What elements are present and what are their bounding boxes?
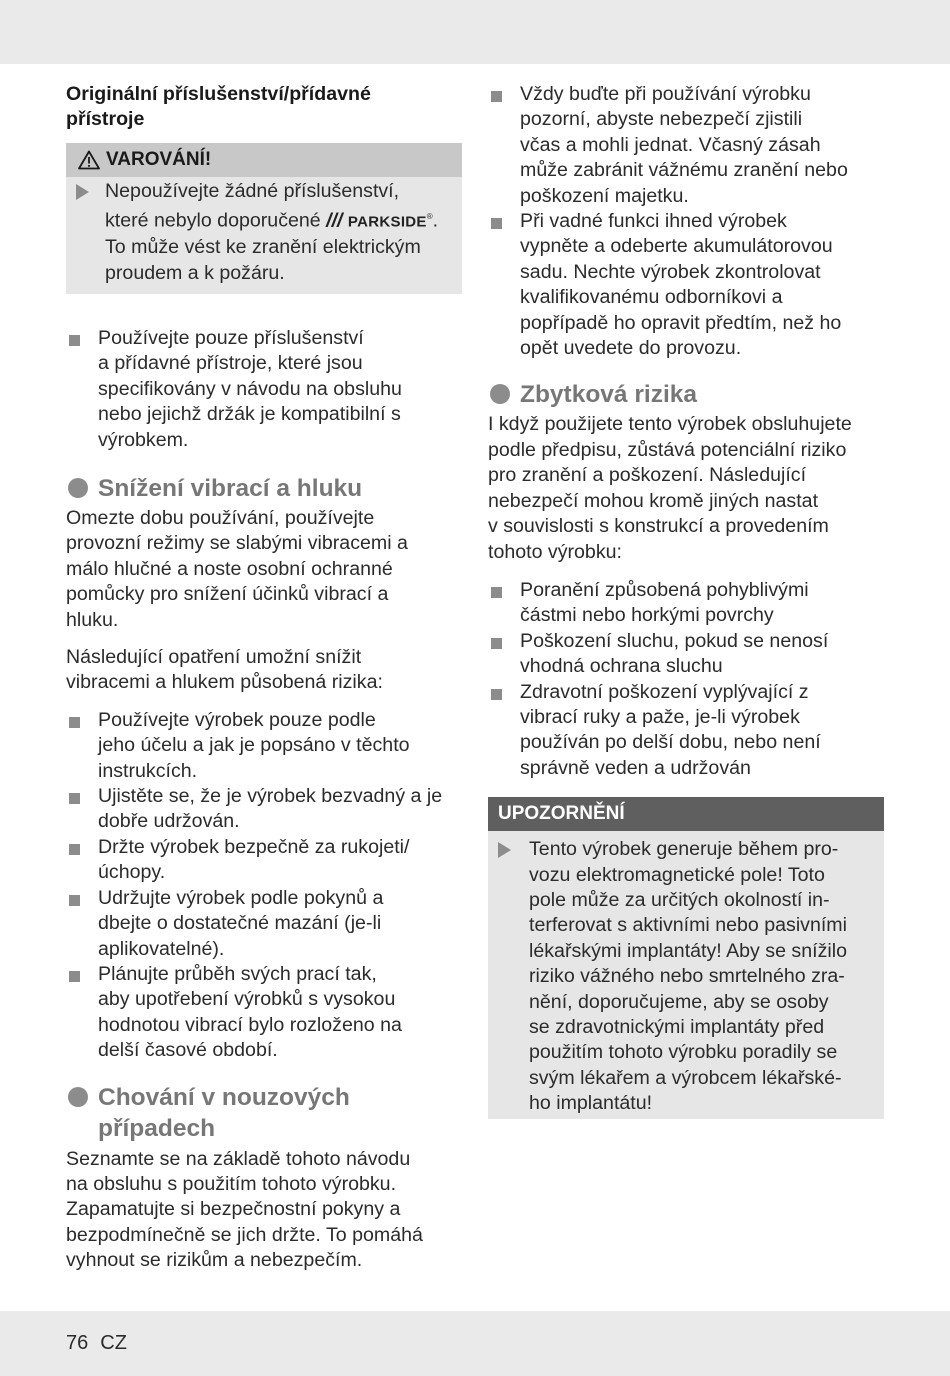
list-item-line: Při vadné funkci ihned výrobek bbox=[520, 210, 787, 233]
paragraph-line: nebezpečí mohou kromě jiných nastat bbox=[488, 489, 819, 512]
paragraph-line: hluku. bbox=[66, 608, 119, 631]
list-item bbox=[66, 835, 462, 886]
list-item bbox=[66, 784, 462, 835]
parkside-logo-stripes-icon: /// bbox=[326, 209, 348, 232]
section-title-text: Snížení vibrací a hluku bbox=[98, 475, 363, 502]
list-item bbox=[488, 209, 884, 361]
list-item bbox=[66, 708, 462, 784]
list-item bbox=[488, 578, 884, 629]
list-item-line: kvalifikovanému odborníkovi a bbox=[520, 286, 783, 309]
notice-text bbox=[529, 837, 847, 1116]
list-item-line: vibrací ruky a paže, je-li výrobek bbox=[520, 705, 800, 728]
notice-title: UPOZORNĚNÍ bbox=[498, 803, 625, 825]
section-dot-icon bbox=[490, 384, 510, 404]
list-item-line: dobře udržován. bbox=[98, 810, 240, 833]
section-title-residual bbox=[488, 379, 884, 410]
paragraph-line: Omezte dobu používání, používejte bbox=[66, 507, 375, 529]
list-item-line: poškození majetku. bbox=[520, 184, 689, 207]
section-dot-icon bbox=[68, 478, 88, 498]
paragraph-line: provozní režimy se slabými vibracemi a bbox=[66, 532, 408, 555]
paragraph-line: tohoto výrobku: bbox=[488, 540, 622, 563]
safety-bullet-list bbox=[488, 82, 884, 361]
notice-text-line: Tento výrobek generuje během pro- bbox=[529, 838, 839, 861]
list-item-line: a přídavné přístroje, které jsou bbox=[98, 352, 363, 375]
warning-text bbox=[105, 179, 438, 286]
list-item-line: vypněte a odeberte akumulátorovou bbox=[520, 235, 833, 258]
list-item-line: používán po delší dobu, nebo není bbox=[520, 731, 821, 754]
list-item-line: opět uvedete do provozu. bbox=[520, 337, 742, 360]
list-item bbox=[66, 886, 462, 962]
list-item-line: hodnotou vibrací bylo rozloženo na bbox=[98, 1013, 402, 1036]
accessories-subheading bbox=[66, 82, 462, 133]
list-item-line: může zabránit vážnému zranění nebo bbox=[520, 159, 848, 182]
list-item-line: Používejte výrobek pouze podle bbox=[98, 708, 376, 731]
paragraph-line: pomůcky pro snížení účinků vibrací a bbox=[66, 583, 389, 606]
subheading-line: přístroje bbox=[66, 108, 145, 131]
list-item-line: Vždy buďte při používání výrobku bbox=[520, 83, 811, 105]
paragraph-line: Následující opatření umožní snížit bbox=[66, 646, 362, 669]
notice-text-line: použitím tohoto výrobku poradily se bbox=[529, 1041, 838, 1064]
list-item-line: Poranění způsobená pohyblivými bbox=[520, 578, 809, 601]
list-item-line: Používejte pouze příslušenství bbox=[98, 326, 364, 349]
paragraph-line: vibracemi a hlukem působená rizika: bbox=[66, 671, 383, 694]
section-title-line: případech bbox=[98, 1114, 216, 1142]
list-item-line: správně veden a udržován bbox=[520, 756, 751, 779]
paragraph-line: na obsluhu s použitím tohoto výrobku. bbox=[66, 1172, 397, 1195]
left-column bbox=[66, 82, 462, 1274]
accessories-bullet-list bbox=[66, 326, 462, 453]
list-item-line: úchopy. bbox=[98, 861, 166, 884]
paragraph-line: v souvislosti s konstrukcí a provedením bbox=[488, 515, 829, 538]
list-item-line: jeho účelu a jak je popsáno v těchto bbox=[98, 734, 410, 757]
list-item-line: Ujistěte se, že je výrobek bezvadný a je bbox=[98, 785, 443, 808]
warning-text-line bbox=[105, 204, 438, 235]
list-item-line: Poškození sluchu, pokud se nenosí bbox=[520, 629, 829, 652]
warning-text-line: Nepoužívejte žádné příslušenství, bbox=[105, 179, 400, 202]
list-item-line: Držte výrobek bezpečně za rukojeti/ bbox=[98, 835, 410, 858]
paragraph-line: Zapamatujte si bezpečnostní pokyny a bbox=[66, 1198, 401, 1221]
list-item-line: sadu. Nechte výrobek zkontrolovat bbox=[520, 260, 821, 283]
notice-header bbox=[488, 797, 884, 831]
section-title-text: Zbytková rizika bbox=[520, 381, 698, 409]
notice-body bbox=[488, 831, 884, 1118]
page-number: 76 bbox=[66, 1332, 89, 1354]
list-item-line: včas a mohli jednat. Včasný zásah bbox=[520, 133, 821, 156]
notice-text-line: vozu elektromagnetické pole! Toto bbox=[529, 863, 825, 886]
paragraph-line: I když použijete tento výrobek obsluhujete bbox=[488, 413, 852, 436]
section-title-line: Chování v nouzových bbox=[98, 1083, 350, 1111]
warning-text-segment: . bbox=[432, 209, 439, 232]
list-item-line: výrobkem. bbox=[98, 428, 189, 451]
paragraph-line: Seznamte se na základě tohoto návodu bbox=[66, 1147, 411, 1170]
notice-text-line: lékařskými implantáty! Aby se snížilo bbox=[529, 939, 847, 962]
section-title-emergency bbox=[66, 1082, 462, 1144]
paragraph-line: málo hlučné a noste osobní ochranné bbox=[66, 557, 393, 580]
parkside-logo: PARKSIDE bbox=[347, 213, 427, 231]
paragraph-line: pro zranění a poškození. Následující bbox=[488, 464, 807, 487]
vibration-bullet-list bbox=[66, 708, 462, 1064]
notice-text-line: riziko vážného nebo smrtelného zra- bbox=[529, 965, 845, 988]
arrow-bullet-icon bbox=[76, 184, 89, 200]
list-item bbox=[488, 82, 884, 209]
paragraph-line: vyhnout se rizikům a nebezpečím. bbox=[66, 1249, 363, 1272]
section-dot-icon bbox=[68, 1087, 88, 1107]
right-column bbox=[488, 82, 884, 1119]
notice-text-line: ho implantátu! bbox=[529, 1092, 653, 1115]
list-item bbox=[66, 326, 462, 453]
bottom-band bbox=[0, 1311, 950, 1376]
list-item-line: dbejte o dostatečné mazání (je-li bbox=[98, 912, 382, 935]
warning-title: VAROVÁNÍ! bbox=[106, 149, 212, 171]
list-item-line: Plánujte průběh svých prací tak, bbox=[98, 962, 377, 985]
notice-text-line: pole může za určitých okolností in- bbox=[529, 888, 830, 911]
language-code: CZ bbox=[100, 1332, 127, 1354]
warning-box bbox=[66, 143, 462, 294]
notice-text-line: svým lékařem a výrobcem lékařské- bbox=[529, 1066, 842, 1089]
notice-text-line: nění, doporučujeme, aby se osoby bbox=[529, 990, 829, 1013]
warning-triangle-icon bbox=[78, 150, 100, 170]
page-footer bbox=[66, 1330, 139, 1356]
warning-text-segment: které nebylo doporučené bbox=[105, 209, 327, 232]
list-item-line: Udržujte výrobek podle pokynů a bbox=[98, 886, 384, 909]
list-item-line: Zdravotní poškození vyplývající z bbox=[520, 680, 809, 703]
emergency-paragraph bbox=[66, 1147, 462, 1274]
subheading-line: Originální příslušenství/přídavné bbox=[66, 83, 371, 105]
vibration-measures bbox=[66, 645, 462, 696]
notice-box bbox=[488, 797, 884, 1118]
arrow-bullet-icon bbox=[498, 842, 511, 858]
residual-bullet-list bbox=[488, 578, 884, 781]
warning-header bbox=[66, 143, 462, 177]
warning-text-line: To může vést ke zranění elektrickým bbox=[105, 236, 421, 259]
notice-text-line: terferovat s aktivními nebo pasivními bbox=[529, 914, 847, 937]
section-title-vibration bbox=[66, 473, 462, 504]
list-item-line: aby upotřebení výrobků s vysokou bbox=[98, 988, 396, 1011]
list-item-line: specifikovány v návodu na obsluhu bbox=[98, 377, 402, 400]
list-item-line: vhodná ochrana sluchu bbox=[520, 655, 723, 678]
list-item bbox=[66, 962, 462, 1064]
vibration-intro bbox=[66, 506, 462, 633]
list-item bbox=[488, 629, 884, 680]
list-item-line: pozorní, abyste nebezpečí zjistili bbox=[520, 108, 803, 131]
list-item-line: instrukcích. bbox=[98, 759, 198, 782]
trademark-symbol: ® bbox=[426, 212, 433, 222]
list-item-line: popřípadě ho opravit předtím, než ho bbox=[520, 311, 842, 334]
warning-body bbox=[66, 177, 462, 294]
paragraph-line: bezpodmínečně se jich držte. To pomáhá bbox=[66, 1223, 423, 1246]
list-item-line: nebo jejichž držák je kompatibilní s bbox=[98, 403, 401, 426]
notice-text-line: se zdravotnickými implantáty před bbox=[529, 1016, 825, 1038]
residual-intro bbox=[488, 412, 884, 564]
list-item-line: aplikovatelné). bbox=[98, 937, 225, 960]
list-item-line: delší časové období. bbox=[98, 1039, 278, 1062]
list-item-line: částmi nebo horkými povrchy bbox=[520, 604, 774, 627]
top-band bbox=[0, 0, 950, 64]
section-title-text bbox=[98, 1082, 350, 1144]
list-item bbox=[488, 680, 884, 782]
warning-text-line: proudem a k požáru. bbox=[105, 261, 285, 284]
paragraph-line: podle předpisu, zůstává potenciální riziko bbox=[488, 438, 847, 461]
